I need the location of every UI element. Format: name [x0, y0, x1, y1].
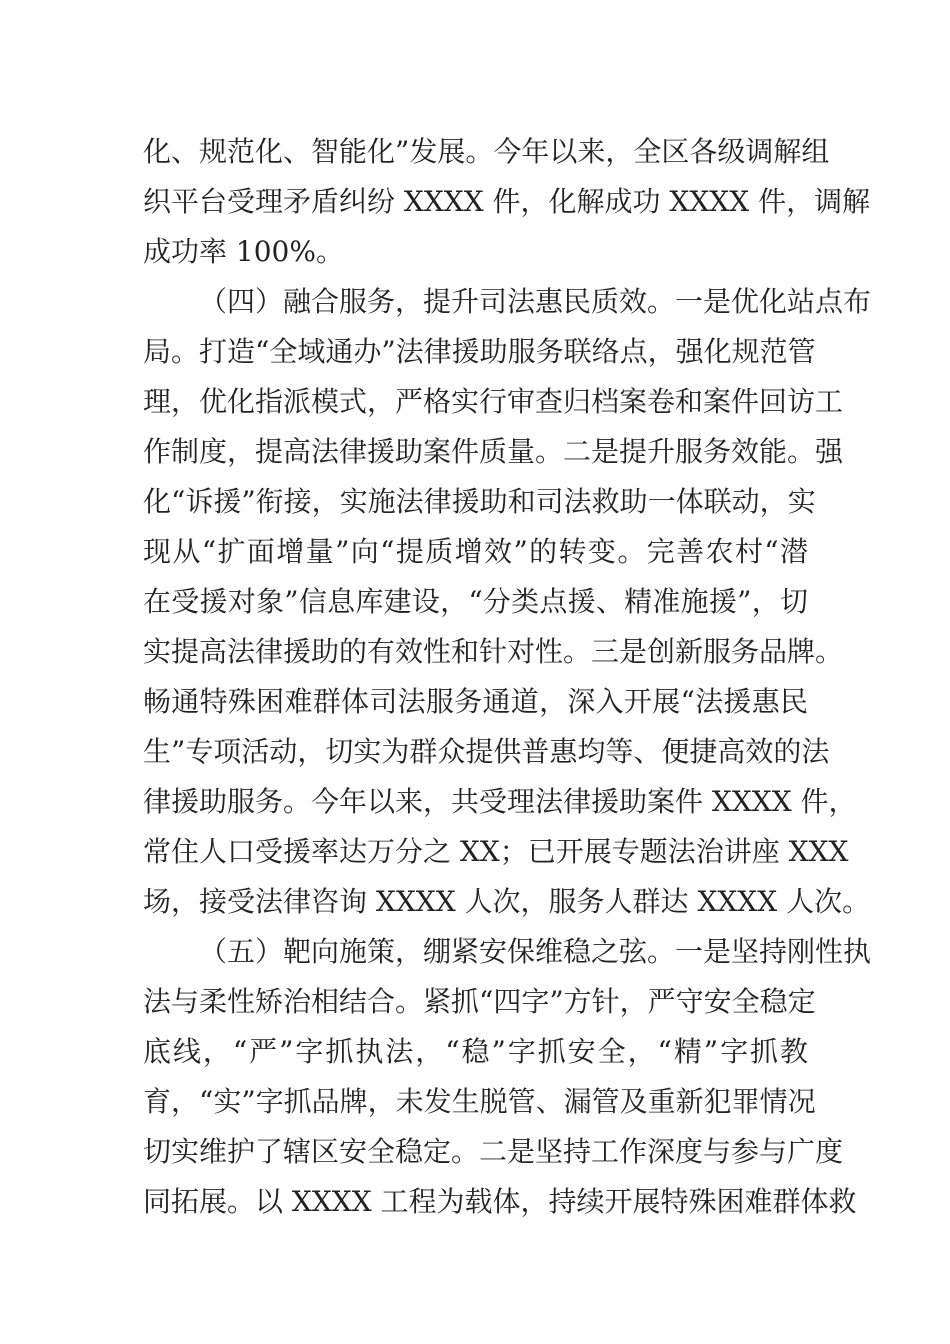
paragraph-line: 局。打造“全域通办”法律援助服务联络点，强化规范管 [143, 335, 816, 368]
paragraph-line: 织平台受理矛盾纠纷 XXXX 件，化解成功 XXXX 件，调解 [143, 185, 871, 218]
paragraph-line: 切实维护了辖区安全稳定。二是坚持工作深度与参与广度 [143, 1135, 844, 1168]
paragraph-line: 成功率 100%。 [143, 235, 344, 268]
paragraph-line: 律援助服务。今年以来，共受理法律援助案件 XXXX 件， [143, 785, 857, 818]
paragraph-line: 化“诉援”衔接，实施法律援助和司法救助一体联动，实 [143, 485, 816, 518]
paragraph-line: 育，“实”字抓品牌，未发生脱管、漏管及重新犯罪情况 [143, 1085, 816, 1118]
paragraph-line: 底线，“严”字抓执法，“稳”字抓安全，“精”字抓教 [143, 1035, 808, 1068]
paragraph-line: 现从“扩面增量”向“提质增效”的转变。完善农村“潜 [143, 535, 808, 568]
paragraph-line: 在受援对象”信息库建设，“分类点援、精准施援”，切 [143, 585, 808, 618]
paragraph-line: 化、规范化、智能化”发展。今年以来，全区各级调解组 [143, 135, 830, 168]
paragraph-line: （四）融合服务，提升司法惠民质效。一是优化站点布 [199, 285, 872, 318]
paragraph-line: 理，优化指派模式，严格实行审查归档案卷和案件回访工 [143, 385, 844, 418]
paragraph-line: 法与柔性矫治相结合。紧抓“四字”方针，严守安全稳定 [143, 985, 816, 1018]
paragraph-line: （五）靶向施策，绷紧安保维稳之弦。一是坚持刚性执 [199, 935, 872, 968]
paragraph-line: 实提高法律援助的有效性和针对性。三是创新服务品牌。 [143, 635, 844, 668]
paragraph-line: 同拓展。以 XXXX 工程为载体，持续开展特殊困难群体救 [143, 1185, 857, 1218]
paragraph-line: 作制度，提高法律援助案件质量。二是提升服务效能。强 [143, 435, 844, 468]
paragraph-line: 生”专项活动，切实为群众提供普惠均等、便捷高效的法 [143, 735, 830, 768]
paragraph-line: 常住人口受援率达万分之 XX；已开展专题法治讲座 XXX [143, 835, 849, 868]
paragraph-line: 畅通特殊困难群体司法服务通道，深入开展“法援惠民 [143, 685, 808, 718]
paragraph-line: 场，接受法律咨询 XXXX 人次，服务人群达 XXXX 人次。 [143, 885, 871, 918]
